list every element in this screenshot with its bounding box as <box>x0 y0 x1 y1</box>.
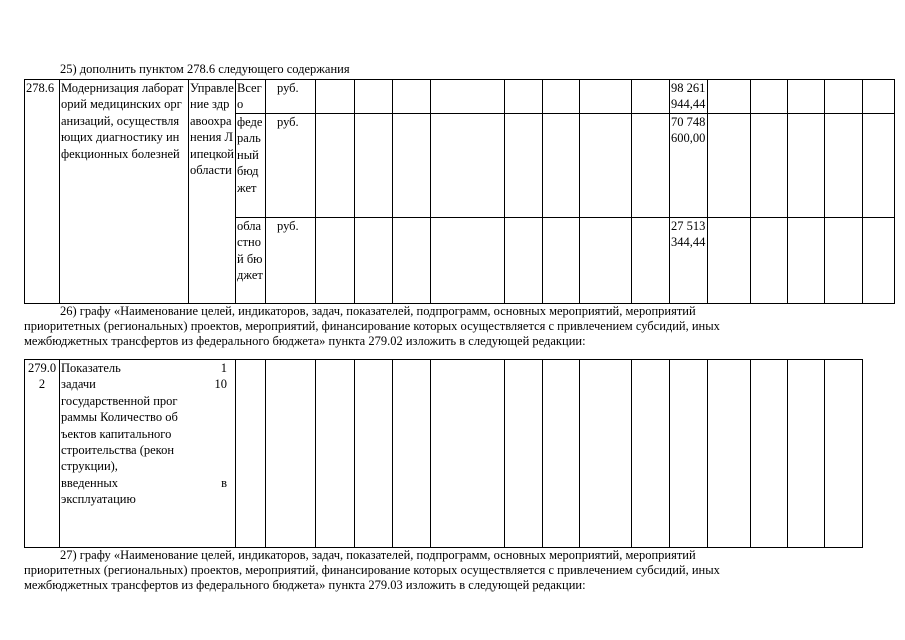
empty-cell <box>788 218 825 304</box>
paragraph-25-text: 25) дополнить пунктом 278.6 следующего содержания <box>60 62 350 76</box>
amount-cell <box>670 114 708 218</box>
paragraph-27-line: приоритетных (региональных) проектов, мероприятий, финансирование которых осуществляется с привлечением субсидий, иных <box>24 563 720 577</box>
item-name-cell <box>60 80 189 304</box>
empty-cell <box>266 360 316 548</box>
empty-cell <box>355 360 393 548</box>
empty-cell <box>580 218 632 304</box>
empty-cell <box>393 114 431 218</box>
paragraph-27-line: межбюджетных трансфертов из федерального бюджета» пункта 279.03 изложить в следующей редакции: <box>24 578 586 592</box>
empty-cell <box>670 360 708 548</box>
empty-cell <box>632 218 670 304</box>
empty-cell <box>505 80 543 114</box>
empty-cell <box>316 80 355 114</box>
paragraph-26-line: межбюджетных трансфертов из федерального бюджета» пункта 279.02 изложить в следующей редакции: <box>24 334 586 348</box>
empty-cell <box>580 114 632 218</box>
item-number: 279.02 <box>27 361 57 392</box>
amount-federal: 70 748 600,00 <box>671 115 706 146</box>
source-cell <box>236 114 266 218</box>
empty-cell <box>431 360 505 548</box>
empty-cell <box>505 218 543 304</box>
empty-cell <box>431 80 505 114</box>
empty-cell <box>825 114 863 218</box>
empty-cell <box>543 80 580 114</box>
empty-cell <box>431 114 505 218</box>
empty-cell <box>393 218 431 304</box>
table-row <box>25 80 895 114</box>
empty-cell <box>355 114 393 218</box>
executor-name: Управление здравоохранения Липецкой области <box>190 81 234 178</box>
empty-cell <box>863 80 895 114</box>
empty-cell <box>505 360 543 548</box>
empty-cell <box>236 360 266 548</box>
empty-cell <box>393 80 431 114</box>
item-name: Модернизация лабораторий медицинских организаций, осуществляющих диагностику инфекционных болезней <box>61 81 184 161</box>
table-278-6 <box>24 79 895 304</box>
source-total: Всего <box>237 81 262 112</box>
empty-cell <box>788 360 825 548</box>
unit-cell <box>266 114 316 218</box>
source-cell <box>236 218 266 304</box>
empty-cell <box>393 360 431 548</box>
unit-label: руб. <box>277 219 299 233</box>
empty-cell <box>431 218 505 304</box>
empty-cell <box>751 218 788 304</box>
paragraph-25 <box>24 62 884 77</box>
item-number: 278.6 <box>26 81 55 95</box>
paragraph-26-line: приоритетных (региональных) проектов, мероприятий, финансирование которых осуществляется с привлечением субсидий, иных <box>24 319 720 333</box>
empty-cell <box>580 80 632 114</box>
empty-cell <box>751 80 788 114</box>
amount-regional: 27 513 344,44 <box>671 219 706 250</box>
amount-cell <box>670 80 708 114</box>
table-279-02 <box>24 359 895 548</box>
empty-cell <box>580 360 632 548</box>
item-name: Показатель 1 задачи 10 государственной программы Количество объектов капитального строительства (реконструкции), введенных в эксплуатацию <box>61 361 227 507</box>
empty-cell <box>543 114 580 218</box>
empty-cell <box>632 80 670 114</box>
unit-label: руб. <box>277 81 299 95</box>
empty-cell <box>632 360 670 548</box>
paragraph-27-line: 27) графу «Наименование целей, индикаторов, задач, показателей, подпрограмм, основных мероприятий, мероприятий <box>60 548 696 562</box>
item-name-cell <box>60 360 236 548</box>
empty-cell <box>825 218 863 304</box>
empty-cell <box>788 114 825 218</box>
table-row <box>25 360 895 548</box>
paragraph-26-line: 26) графу «Наименование целей, индикаторов, задач, показателей, подпрограмм, основных мероприятий, мероприятий <box>60 304 696 318</box>
amount-total: 98 261 944,44 <box>671 81 706 112</box>
item-number-cell <box>25 80 60 304</box>
empty-cell <box>543 360 580 548</box>
empty-cell <box>632 114 670 218</box>
amount-cell <box>670 218 708 304</box>
source-regional: областной бюджет <box>237 219 263 283</box>
empty-cell <box>863 114 895 218</box>
empty-cell <box>543 218 580 304</box>
source-cell <box>236 80 266 114</box>
unit-label: руб. <box>277 115 299 129</box>
source-federal: федеральный бюджет <box>237 115 263 195</box>
unit-cell <box>266 80 316 114</box>
empty-cell <box>708 114 751 218</box>
empty-cell <box>708 360 751 548</box>
paragraph-27 <box>24 548 884 593</box>
empty-cell <box>355 80 393 114</box>
paragraph-26 <box>24 304 884 349</box>
empty-cell <box>751 114 788 218</box>
executor-cell <box>189 80 236 304</box>
empty-cell <box>863 218 895 304</box>
empty-cell <box>316 218 355 304</box>
empty-cell <box>355 218 393 304</box>
empty-cell <box>708 218 751 304</box>
empty-cell <box>708 80 751 114</box>
empty-cell <box>505 114 543 218</box>
empty-cell <box>316 360 355 548</box>
empty-cell <box>825 360 863 548</box>
unit-cell <box>266 218 316 304</box>
empty-cell <box>788 80 825 114</box>
empty-cell <box>825 80 863 114</box>
item-number-cell <box>25 360 60 548</box>
empty-cell <box>751 360 788 548</box>
empty-cell <box>316 114 355 218</box>
